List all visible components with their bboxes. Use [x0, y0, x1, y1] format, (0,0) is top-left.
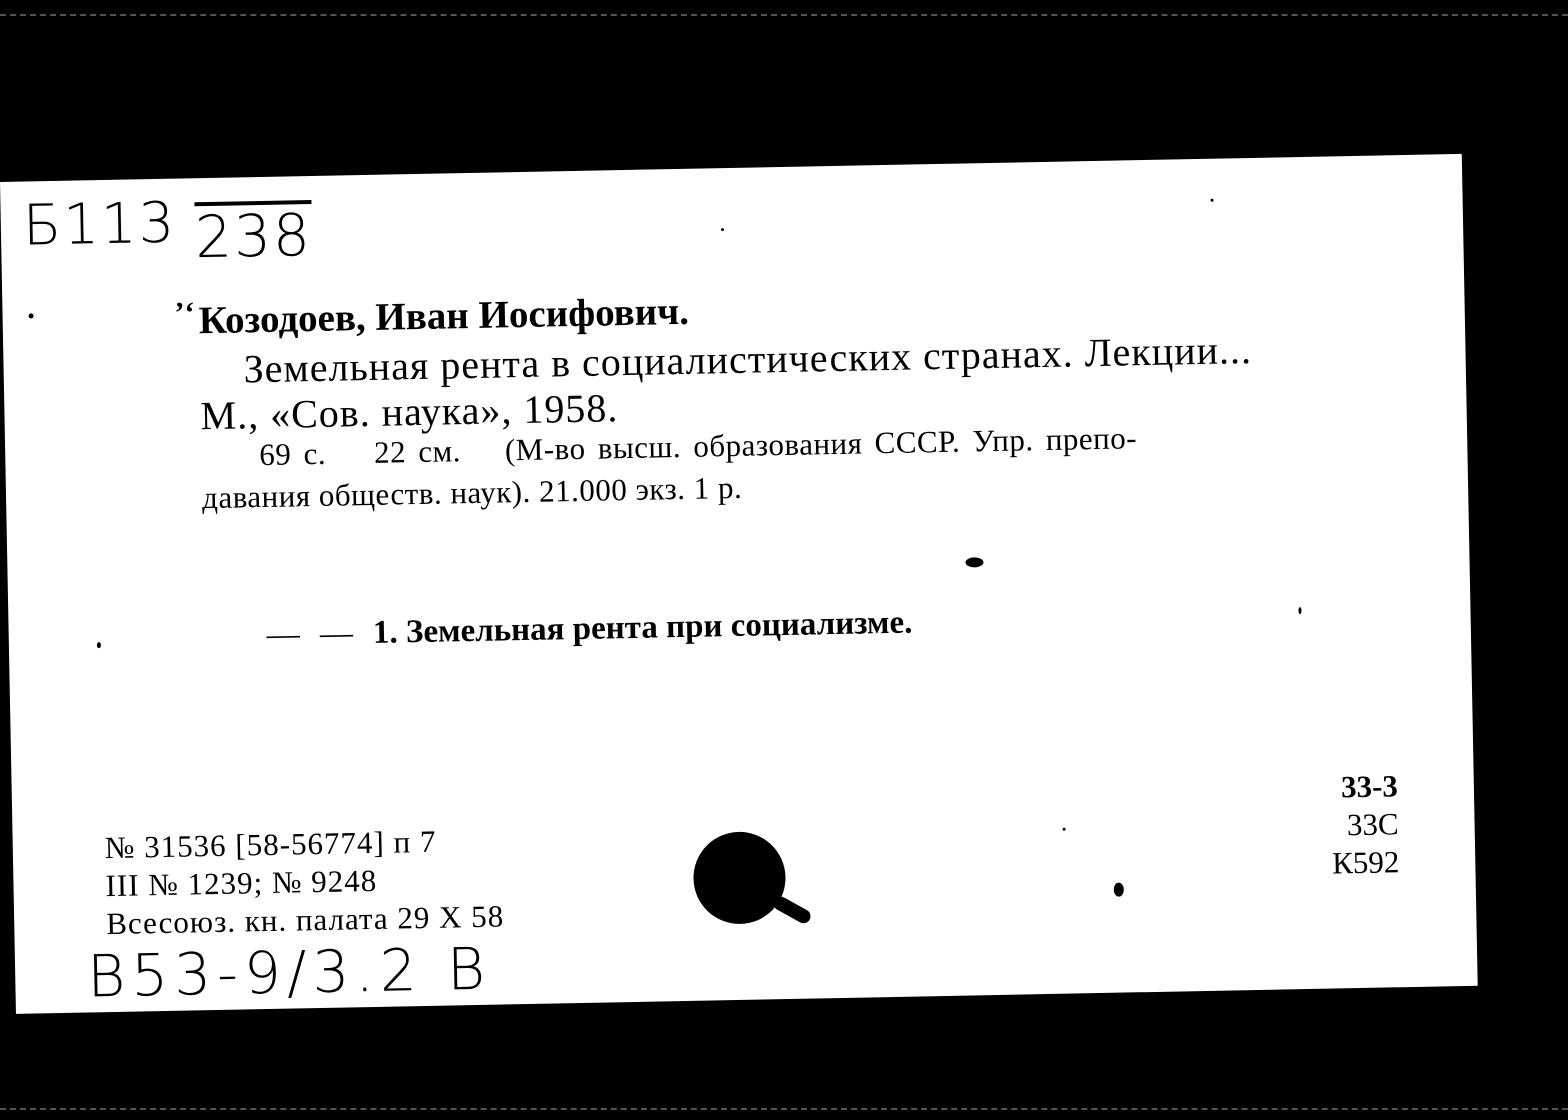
- classification-codes: [1308, 767, 1400, 883]
- punch-hole-tear: [771, 894, 813, 926]
- catalog-card: [0, 154, 1478, 1014]
- scan-top-edge: [0, 14, 1568, 16]
- ink-speck: [721, 228, 724, 231]
- tracing-text: 1. Земельная рента при социализме.: [372, 604, 913, 651]
- ink-speck: [1114, 883, 1124, 897]
- series-continuation: давания обществ. наук). 21.000 экз. 1 р.: [201, 469, 743, 516]
- subject-tracing: [266, 605, 912, 654]
- registration-line-1: № 31536 [58-56774] п 7: [104, 823, 437, 866]
- scan-bottom-edge: [0, 1108, 1568, 1110]
- ink-speck: [29, 313, 34, 318]
- author-mark: ’‘: [174, 296, 195, 330]
- ink-speck: [1211, 199, 1214, 202]
- bottom-handwritten-code: В53-9/3.2 В: [86, 934, 492, 1011]
- shelfmark-number: 238: [194, 201, 313, 272]
- registration-line-3: Всесоюз. кн. палата 29 X 58: [105, 898, 505, 942]
- ink-speck: [97, 642, 101, 648]
- collation-size: 22 см.: [373, 433, 462, 470]
- imprint: М., «Сов. наука», 1958.: [200, 385, 619, 439]
- author-heading: Козодоев, Иван Иосифович.: [198, 289, 690, 343]
- punch-hole: [693, 831, 787, 925]
- ink-speck: [1298, 607, 1301, 614]
- class-code-3: К592: [1331, 844, 1400, 881]
- ink-speck: [1063, 828, 1066, 831]
- class-code-1: 33-3: [1340, 768, 1399, 805]
- shelfmark-prefix: Б113: [22, 190, 177, 259]
- book-title: Земельная рента в социалистических странах. Лекции...: [243, 327, 1253, 392]
- ink-speck: [965, 557, 983, 567]
- collation-series: (М-во высш. образования СССР. Упр. препо-: [504, 420, 1138, 468]
- class-code-2: 33С: [1346, 806, 1399, 843]
- collation-pages: 69 с.: [258, 435, 327, 473]
- registration-line-2: III № 1239; № 9248: [105, 862, 378, 904]
- tracing-dashes: — —: [266, 615, 360, 653]
